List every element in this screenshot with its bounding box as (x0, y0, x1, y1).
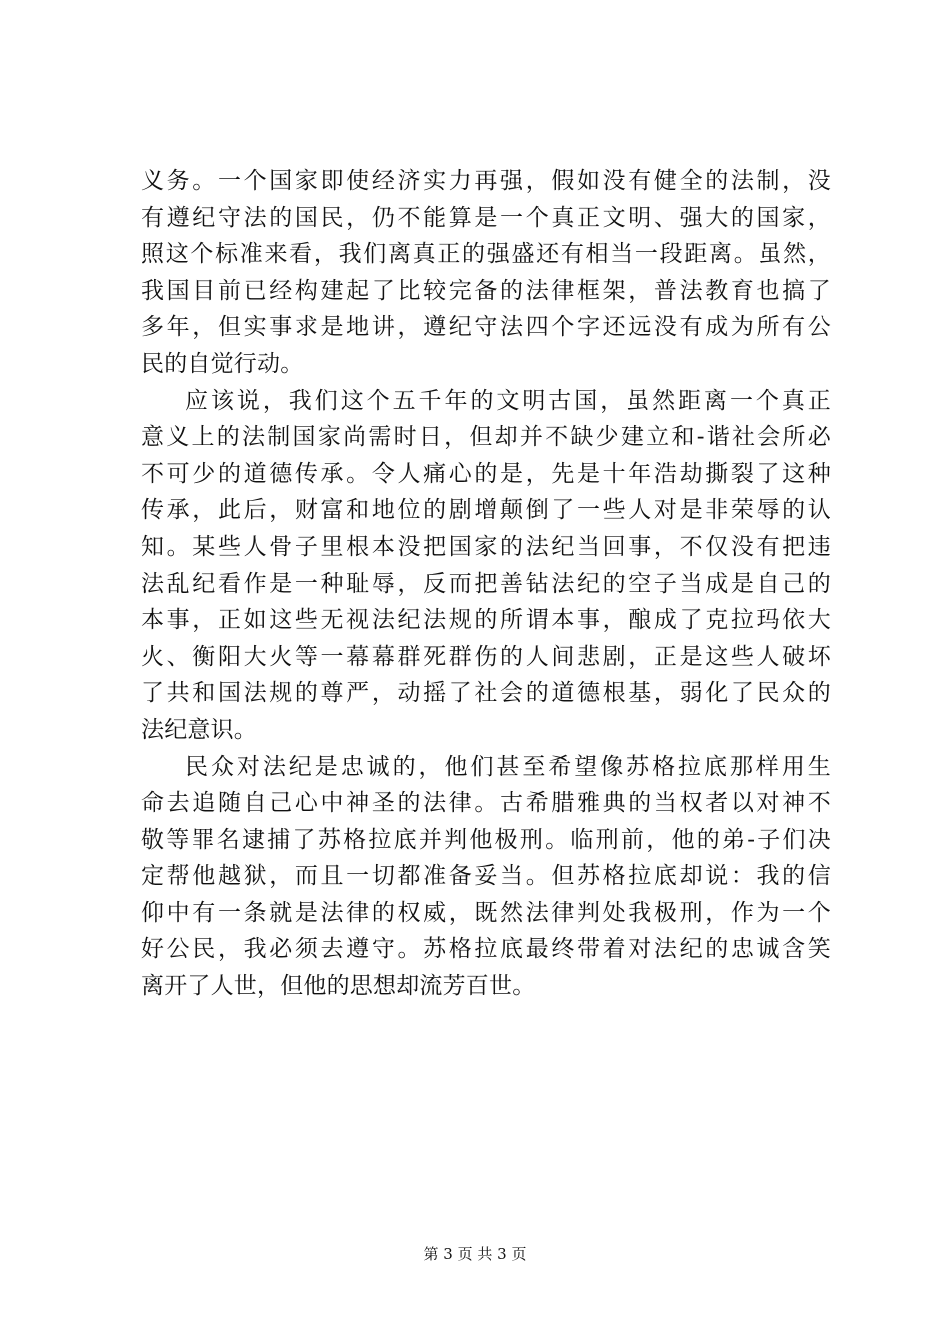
text-line: 好公民，我必须去遵守。苏格拉底最终带着对法纪的忠诚含笑 (141, 936, 831, 963)
text-line: 敬等罪名逮捕了苏格拉底并判他极刑。临刑前，他的弟-子们决 (141, 826, 831, 853)
text-line: 义务。一个国家即使经济实力再强，假如没有健全的法制，没 (141, 168, 831, 194)
text-line: 本事，正如这些无视法纪法规的所谓本事，酿成了克拉玛依大 (141, 607, 831, 634)
text-line: 民的自觉行动。 (141, 350, 304, 377)
text-line: 法纪意识。 (141, 716, 257, 743)
page-footer: 第 3 页 共 3 页 (423, 1245, 527, 1263)
text-line: 法乱纪看作是一种耻辱，反而把善钻法纪的空子当成是自己的 (141, 570, 831, 597)
text-line: 不可少的道德传承。令人痛心的是，先是十年浩劫撕裂了这种 (141, 460, 831, 487)
text-line: 有遵纪守法的国民，仍不能算是一个真正文明、强大的国家， (141, 204, 831, 231)
text-line: 火、衡阳大火等一幕幕群死群伤的人间悲剧，正是这些人破坏 (141, 643, 831, 670)
text-line: 离开了人世，但他的思想却流芳百世。 (141, 973, 536, 1000)
text-line: 了共和国法规的尊严，动摇了社会的道德根基，弱化了民众的 (141, 680, 831, 707)
text-line: 定帮他越狱，而且一切都准备妥当。但苏格拉底却说：我的信 (141, 863, 831, 890)
paragraph-first-line: 民众对法纪是忠诚的，他们甚至希望像苏格拉底那样用生 (185, 753, 831, 780)
text-line: 传承，此后，财富和地位的剧增颠倒了一些人对是非荣辱的认 (141, 497, 831, 524)
text-line: 命去追随自己心中神圣的法律。古希腊雅典的当权者以对神不 (141, 790, 831, 817)
text-line: 意义上的法制国家尚需时日，但却并不缺少建立和-谐社会所必 (141, 424, 831, 451)
text-line: 我国目前已经构建起了比较完备的法律框架，普法教育也搞了 (141, 277, 831, 304)
text-line: 照这个标准来看，我们离真正的强盛还有相当一段距离。虽然， (141, 241, 831, 268)
paragraph-first-line: 应该说，我们这个五千年的文明古国，虽然距离一个真正 (185, 387, 831, 414)
text-line: 知。某些人骨子里根本没把国家的法纪当回事，不仅没有把违 (141, 533, 831, 560)
text-line: 多年，但实事求是地讲，遵纪守法四个字还远没有成为所有公 (141, 314, 831, 341)
text-line: 仰中有一条就是法律的权威，既然法律判处我极刑，作为一个 (141, 899, 831, 926)
body-text (141, 163, 831, 1005)
